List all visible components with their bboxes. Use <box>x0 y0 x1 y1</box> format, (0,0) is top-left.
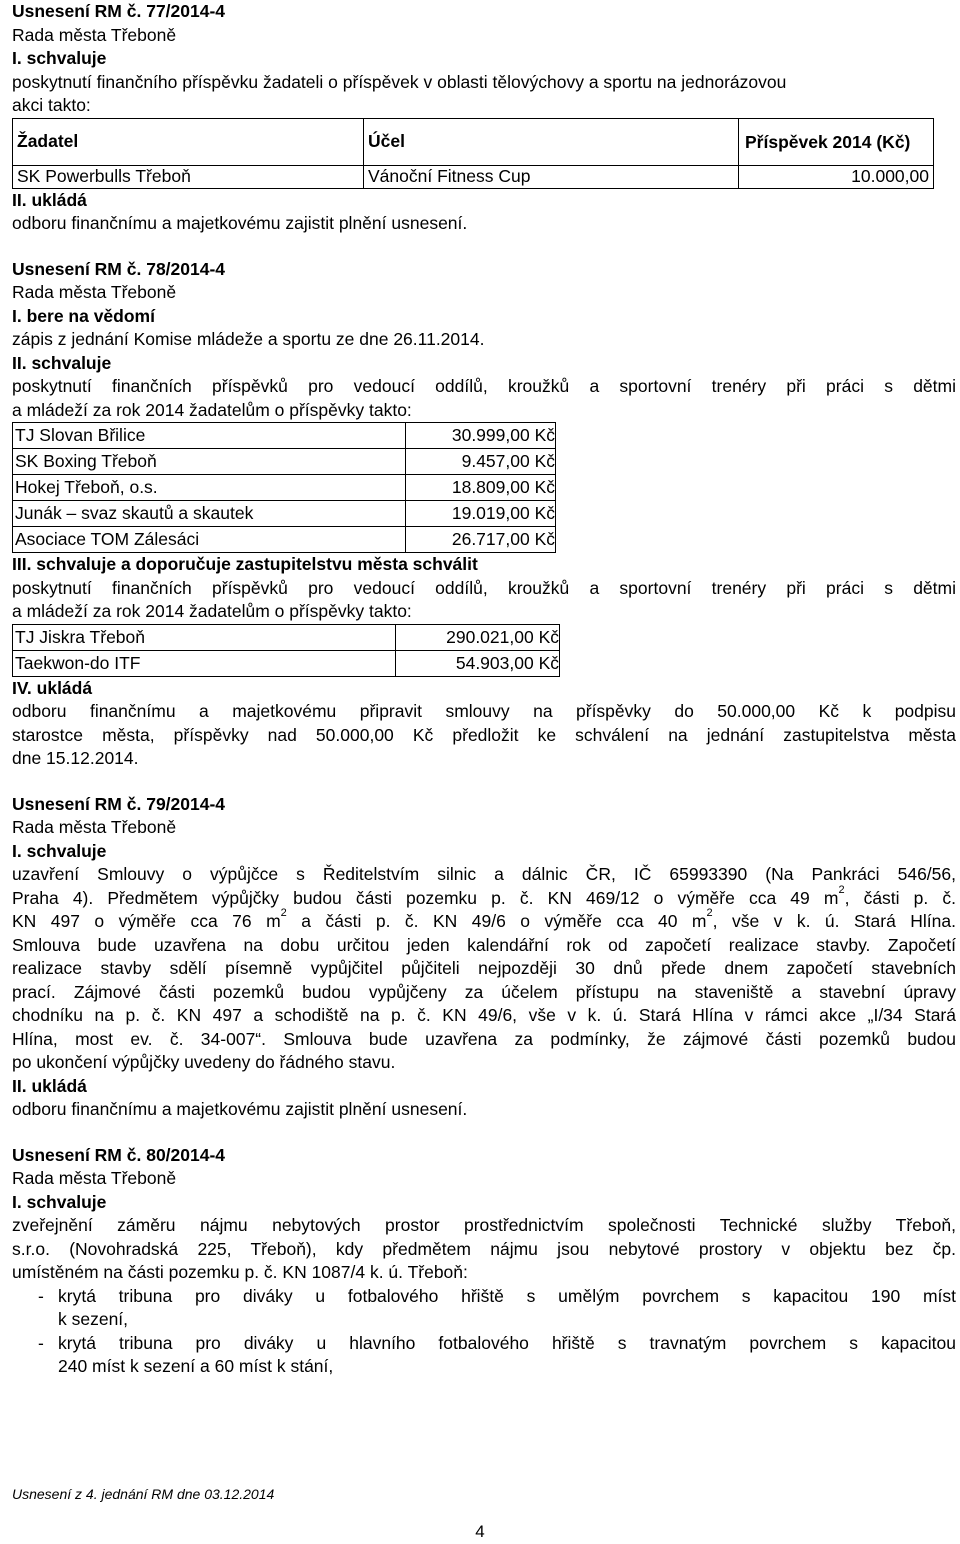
clause-text <box>12 907 956 934</box>
table-cell: SK Powerbulls Třeboň <box>13 165 364 188</box>
list-item <box>12 1332 956 1379</box>
clause-text: a mládeží za rok 2014 žadatelům o příspěvky takto: <box>12 601 412 621</box>
table-row <box>13 423 556 449</box>
resolution-heading: Usnesení RM č. 77/2014-4 <box>12 1 226 21</box>
table-cell: Junák – svaz skautů a skautek <box>13 501 406 527</box>
grant-table <box>12 118 934 189</box>
resolution-body: Rada města Třeboně <box>12 817 177 837</box>
superscript: 2 <box>838 883 845 896</box>
clause-title: IV. ukládá <box>12 677 93 698</box>
list-item-text: krytá tribuna pro diváky u fotbalového hřiště s umělým povrchem s kapacitou 190 míst <box>58 1285 956 1306</box>
clause-title: III. schvaluje a doporučuje zastupitelstvu města schválit <box>12 554 478 574</box>
clause-title: II. schvaluje <box>12 352 112 373</box>
resolution-body: Rada města Třeboně <box>12 282 177 302</box>
grant-table <box>12 422 556 553</box>
page-number: 4 <box>475 1522 485 1541</box>
text-segment: a části p. č. KN 49/6 o výměře cca 40 m <box>286 911 707 931</box>
resolution-heading: Usnesení RM č. 80/2014-4 <box>12 1144 226 1165</box>
table-cell: TJ Jiskra Třeboň <box>13 624 396 650</box>
clause-title: II. ukládá <box>12 1075 87 1096</box>
clause-text: zveřejnění záměru nájmu nebytových prostor prostřednictvím společnosti Technické služby Třeboň, <box>12 1215 956 1235</box>
list-item-text: k sezení, <box>58 1309 129 1329</box>
table-header-cell: Příspěvek 2014 (Kč) <box>739 118 934 165</box>
clause-text: Smlouva bude uzavřena na dobu určitou jeden kalendářní rok od započetí realizace stavby. Započetí <box>12 934 956 955</box>
table-cell: SK Boxing Třeboň <box>13 449 406 475</box>
resolution-body: Rada města Třeboně <box>12 24 177 45</box>
superscript: 2 <box>706 907 713 919</box>
table-row <box>13 624 560 650</box>
resolution-78 <box>12 258 956 771</box>
superscript: 2 <box>280 907 287 919</box>
page-footer: Usnesení z 4. jednání RM dne 03.12.2014 <box>12 1486 275 1502</box>
clause-title: I. bere na vědomí <box>12 305 155 326</box>
table-row <box>13 449 556 475</box>
clause-title: I. schvaluje <box>12 840 107 861</box>
clause-text: poskytnutí finančního příspěvku žadateli o příspěvek v oblasti tělovýchovy a sportu na jednorázovou <box>12 71 787 92</box>
resolution-77 <box>12 0 956 236</box>
table-cell: 10.000,00 <box>739 165 934 188</box>
table-cell: Asociace TOM Zálesáci <box>13 527 406 553</box>
table-header-cell: Žadatel <box>13 118 364 165</box>
clause-text <box>12 883 956 911</box>
clause-text: odboru finančnímu a majetkovému zajistit plnění usnesení. <box>12 213 468 233</box>
grant-table <box>12 624 560 677</box>
list-dash: - <box>38 1332 44 1353</box>
text-segment: KN 497 o výměře cca 76 m <box>12 911 281 931</box>
table-cell: 18.809,00 Kč <box>406 475 556 501</box>
clause-title: I. schvaluje <box>12 1191 107 1212</box>
table-cell: 54.903,00 Kč <box>396 650 560 676</box>
clause-text: uzavření Smlouvy o výpůjčce s Ředitelstvím silnic a dálnic ČR, IČ 65993390 (Na Pankráci 546/56, <box>12 864 956 884</box>
text-segment: Praha 4). Předmětem výpůjčky budou části pozemku p. č. KN 469/12 o výměře cca 49 m <box>12 887 839 908</box>
clause-text: poskytnutí finančních příspěvků pro vedoucí oddílů, kroužků a sportovní trenéry při práci s dětmi <box>12 376 956 396</box>
table-row <box>13 475 556 501</box>
clause-title: I. schvaluje <box>12 48 107 68</box>
table-row <box>13 650 560 676</box>
table-cell: TJ Slovan Břilice <box>13 423 406 449</box>
table-header-row <box>13 118 934 165</box>
table-cell: Hokej Třeboň, o.s. <box>13 475 406 501</box>
clause-text: umístěném na části pozemku p. č. KN 1087/4 k. ú. Třeboň: <box>12 1262 468 1282</box>
list-item-text: krytá tribuna pro diváky u hlavního fotbalového hřiště s travnatým povrchem s kapacitou <box>58 1332 956 1353</box>
list-dash: - <box>38 1285 44 1306</box>
table-cell: 9.457,00 Kč <box>406 449 556 475</box>
clause-text: dne 15.12.2014. <box>12 748 139 768</box>
clause-text: poskytnutí finančních příspěvků pro vedoucí oddílů, kroužků a sportovní trenéry při práci s dětmi <box>12 577 956 598</box>
table-row <box>13 501 556 527</box>
clause-text: Hlína, most ev. č. 34-007“. Smlouva bude uzavřena za podmínky, že zájmové části pozemků budou <box>12 1028 956 1049</box>
clause-text: a mládeží za rok 2014 žadatelům o příspěvky takto: <box>12 399 412 420</box>
table-cell: 290.021,00 Kč <box>396 624 560 650</box>
clause-text: starostce města, příspěvky nad 50.000,00 Kč předložit ke schválení na jednání zastupitelstva města <box>12 724 956 745</box>
list-item-text: 240 míst k sezení a 60 míst k stání, <box>58 1356 334 1376</box>
clause-text: po ukončení výpůjčky uvedeny do řádného stavu. <box>12 1052 396 1072</box>
resolution-heading: Usnesení RM č. 78/2014-4 <box>12 258 226 279</box>
table-header-cell: Účel <box>364 118 739 165</box>
table-row <box>13 165 934 188</box>
clause-text: odboru finančnímu a majetkovému připravit smlouvy na příspěvky do 50.000,00 Kč k podpisu <box>12 701 956 721</box>
clause-text: chodníku na p. č. KN 497 a schodiště na p. č. KN 49/6, vše v k. ú. Stará Hlína v rámci akce „I/34 Stará <box>12 1005 956 1025</box>
clause-text: s.r.o. (Novohradská 225, Třeboň), kdy předmětem nájmu jsou nebytové prostory v objektu bez čp. <box>12 1238 956 1259</box>
text-segment: , vše v k. ú. Stará Hlína. <box>712 911 956 931</box>
resolution-heading: Usnesení RM č. 79/2014-4 <box>12 793 226 814</box>
clause-text: realizace stavby sdělí písemně vypůjčitel půjčiteli nejpozději 30 dnů přede dnem započetí stavebních <box>12 958 956 978</box>
table-row <box>13 527 556 553</box>
table-cell: 26.717,00 Kč <box>406 527 556 553</box>
resolution-body: Rada města Třeboně <box>12 1168 177 1188</box>
resolution-79 <box>12 793 956 1122</box>
clause-title: II. ukládá <box>12 189 87 210</box>
table-cell: Taekwon-do ITF <box>13 650 396 676</box>
table-cell: Vánoční Fitness Cup <box>364 165 739 188</box>
clause-text: zápis z jednání Komise mládeže a sportu ze dne 26.11.2014. <box>12 329 485 349</box>
list-item <box>12 1285 956 1332</box>
table-cell: 19.019,00 Kč <box>406 501 556 527</box>
text-segment: , části p. č. <box>844 887 956 908</box>
document-page <box>12 0 956 1379</box>
table-cell: 30.999,00 Kč <box>406 423 556 449</box>
clause-text: prací. Zájmové části pozemků budou vypůjčeny za účelem přístupu na staveniště a stavební úpravy <box>12 981 956 1002</box>
resolution-80 <box>12 1144 956 1379</box>
clause-text: odboru finančnímu a majetkovému zajistit plnění usnesení. <box>12 1099 468 1119</box>
clause-text: akci takto: <box>12 95 91 115</box>
